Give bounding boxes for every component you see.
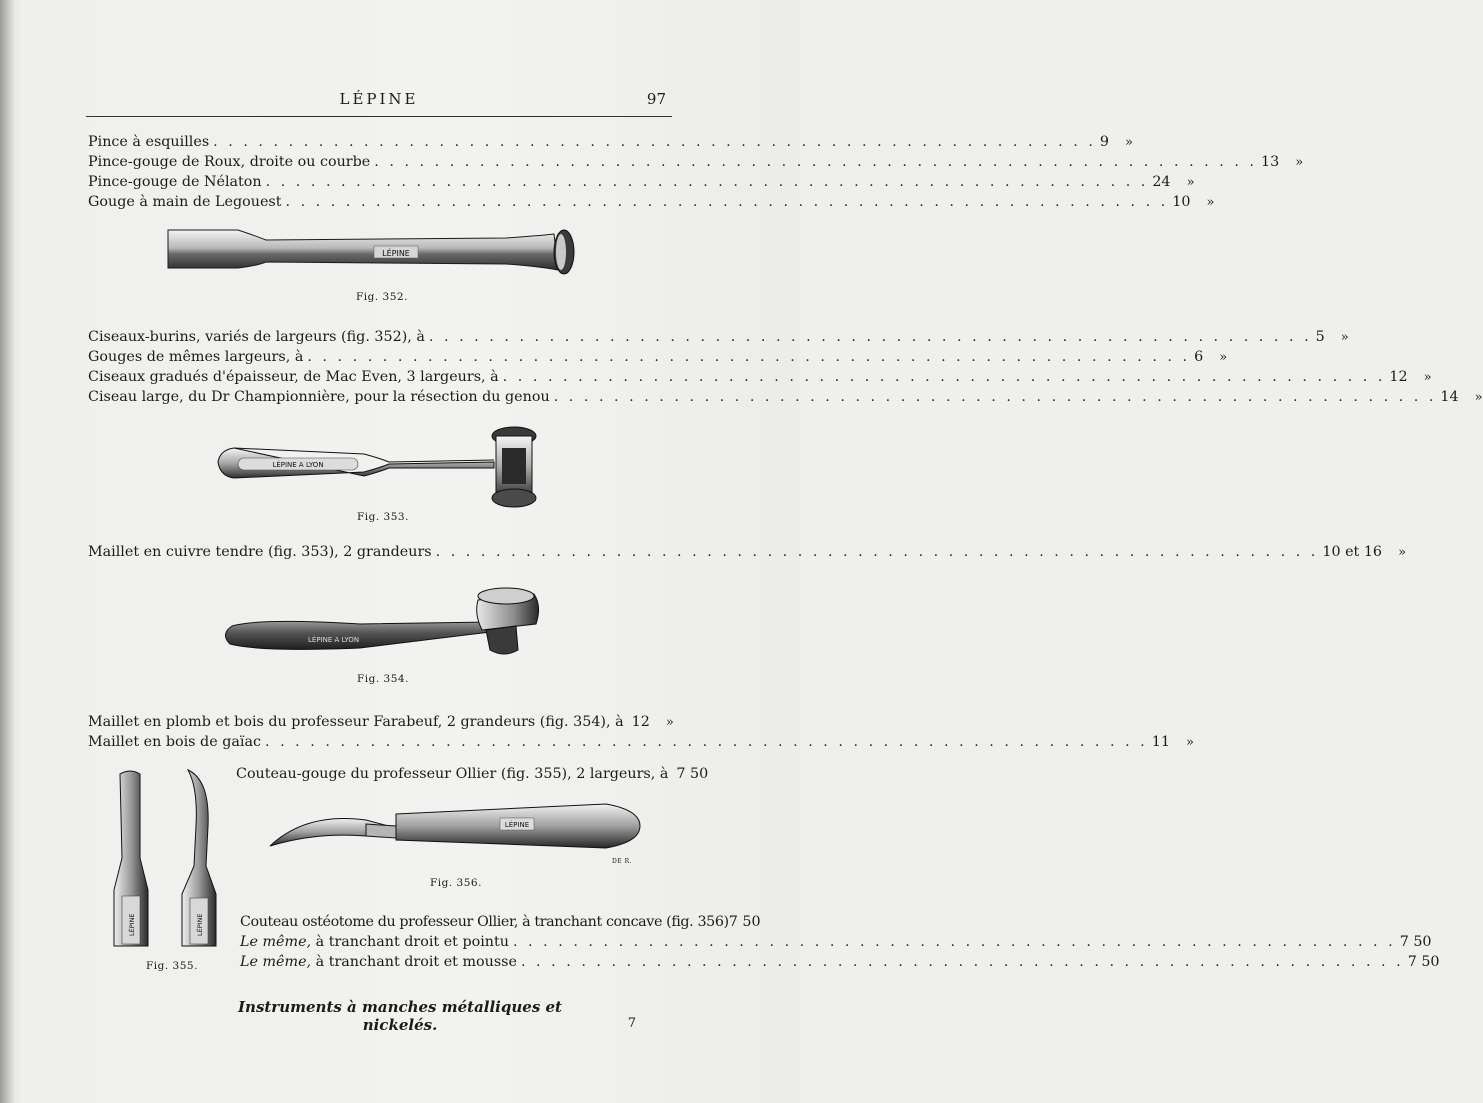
engraver-signature: DE R. — [612, 858, 633, 865]
list-item: Gouge à main de Legouest . . . . . . . . . . . . . . . . . . . . . . . . . . . . . . . . . . . . . . . . . . . . . . . . . . . . . . . . . . . 10 » — [88, 194, 1215, 210]
section-heading: Instruments à manches métalliques et nickelés. — [238, 998, 562, 1034]
list-item: Maillet en bois de gaïac . . . . . . . . . . . . . . . . . . . . . . . . . . . . . . . . . . . . . . . . . . . . . . . . . . . . . . . . . . . 11 » — [88, 734, 1194, 750]
list-item: Le même, à tranchant droit et mousse . . . . . . . . . . . . . . . . . . . . . . . . . . . . . . . . . . . . . . . . . . . . . . . . . . . . . . . . . . . 7 50 — [240, 954, 1440, 970]
figure-caption: Fig. 355. — [146, 960, 198, 972]
list-item: Ciseaux-burins, variés de largeurs (fig. 352), à . . . . . . . . . . . . . . . . . . . . . . . . . . . . . . . . . . . . . . . . . . . . . . . . . . . . . . . . . . . 5 » — [88, 329, 1349, 345]
list-item: Pince à esquilles . . . . . . . . . . . . . . . . . . . . . . . . . . . . . . . . . . . . . . . . . . . . . . . . . . . . . . . . . . . 9 » — [88, 134, 1133, 150]
list-item: Couteau-gouge du professeur Ollier (fig. 355), 2 largeurs, à 7 50 — [236, 766, 709, 782]
mallet-stamp: LÉPINE A LYON — [272, 461, 324, 469]
mallet-stamp: LÉPINE A LYON — [308, 636, 360, 644]
list-item: Ciseau large, du Dr Championnière, pour la résection du genou . . . . . . . . . . . . . . . . . . . . . . . . . . . . . . . . . . . . . . . . . . . . . . . . . . . . . . . . . . . 14 » — [88, 389, 1483, 405]
signature-number: 7 — [627, 1016, 636, 1031]
list-item: Le même, à tranchant droit et pointu . . . . . . . . . . . . . . . . . . . . . . . . . . . . . . . . . . . . . . . . . . . . . . . . . . . . . . . . . . . 7 50 — [240, 934, 1432, 950]
list-item: Maillet en cuivre tendre (fig. 353), 2 grandeurs . . . . . . . . . . . . . . . . . . . . . . . . . . . . . . . . . . . . . . . . . . . . . . . . . . . . . . . . . . . 10 et 16 » — [88, 544, 1407, 560]
gouge-knife-illustration — [106, 766, 230, 948]
figure-caption: Fig. 354. — [357, 673, 409, 685]
list-item: Gouges de mêmes largeurs, à . . . . . . . . . . . . . . . . . . . . . . . . . . . . . . . . . . . . . . . . . . . . . . . . . . . . . . . . . . . 6 » — [88, 349, 1228, 365]
running-title: LÉPINE — [339, 90, 419, 108]
figure-caption: Fig. 353. — [357, 511, 409, 523]
wooden-mallet-illustration — [220, 584, 546, 664]
list-item: Ciseaux gradués d'épaisseur, de Mac Even, 3 largeurs, à . . . . . . . . . . . . . . . . . . . . . . . . . . . . . . . . . . . . . . . . . . . . . . . . . . . . . . . . . . . 12 » — [88, 369, 1432, 385]
figure-caption: Fig. 356. — [430, 877, 482, 889]
page-number: 97 — [646, 90, 666, 108]
list-item: Maillet en plomb et bois du professeur Farabeuf, 2 grandeurs (fig. 354), à 12 » — [88, 714, 674, 730]
copper-mallet-illustration — [214, 424, 550, 510]
knife-stamp: LÉPINE — [196, 913, 204, 936]
figure-caption: Fig. 352. — [356, 291, 408, 303]
knife-stamp: LÉPINE — [504, 821, 530, 829]
knife-stamp: LÉPINE — [128, 913, 136, 936]
list-item: Pince-gouge de Roux, droite ou courbe . . . . . . . . . . . . . . . . . . . . . . . . . . . . . . . . . . . . . . . . . . . . . . . . . . . . . . . . . . . 13 » — [88, 154, 1304, 170]
chisel-illustration — [166, 226, 582, 280]
osteotome-knife-illustration — [266, 796, 644, 860]
list-item: Pince-gouge de Nélaton . . . . . . . . . . . . . . . . . . . . . . . . . . . . . . . . . . . . . . . . . . . . . . . . . . . . . . . . . . . 24 » — [88, 174, 1195, 190]
chisel-stamp: LÉPINE — [382, 249, 410, 258]
list-item: Couteau ostéotome du professeur Ollier, à tranchant concave (fig. 356) 7 50 — [240, 914, 761, 930]
page-header — [86, 90, 672, 117]
page-spine — [0, 0, 14, 1103]
